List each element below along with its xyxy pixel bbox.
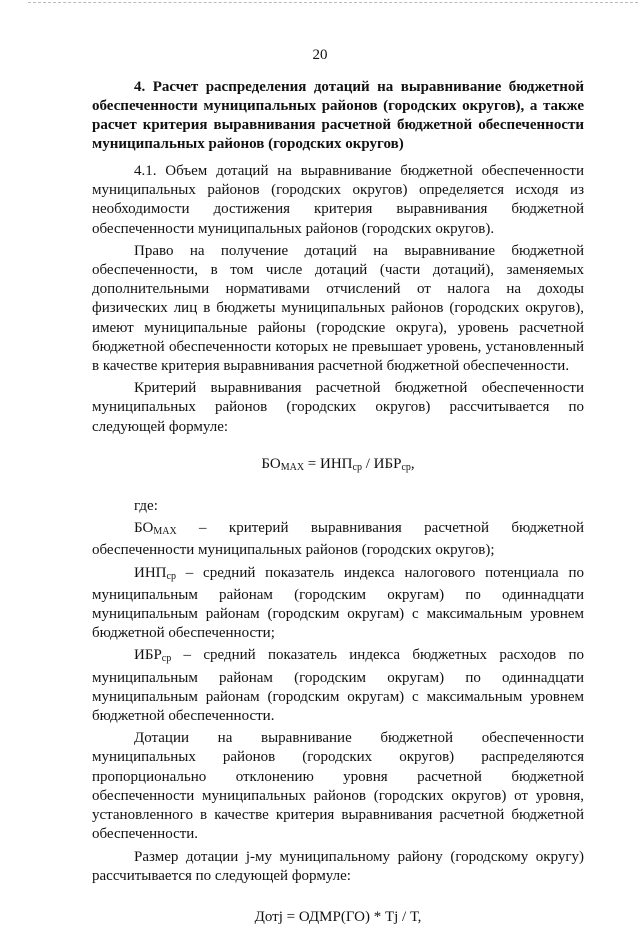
paragraph-distribution: Дотации на выравнивание бюджетной обеспеченности муниципальных районов (городских округов) распределяются пропорционально отклонению уровня расчетной бюджетной обеспеченности муниципальных районов (городских округов) от уровня, установленного в качестве критерия выравнивания расчетной бюджетной обеспеченности. [92, 730, 584, 843]
formula-bo-max [92, 455, 584, 477]
formula-dotj: Дотj = ОДМР(ГО) * Тj / Т, [254, 908, 422, 925]
definition-bo-max [92, 519, 584, 560]
def-inp-text: – средний показатель индекса налогового потенциала по муниципальным районам (городским округам) по одиннадцати муниципальным районам (городским округам) с максимальным уровнем бюджетной обеспеченности; [92, 564, 584, 642]
scan-edge-line [28, 2, 638, 3]
def-ibr-symbol: ИБР [134, 647, 162, 664]
paragraph-right-to-grants: Право на получение дотаций на выравнивание бюджетной обеспеченности, в том числе дотаций (части дотаций), заменяемых дополнительными нормативами отчислений от налога на доходы физических лиц в бюджеты муниципальных районов (городских округов), имеют муниципальные районы (городские округа), уровень расчетной бюджетной обеспеченности которых не превышает уровень, установленный в качестве критерия выравнивания расчетной бюджетной обеспеченности. [92, 242, 584, 375]
page-number: 20 [312, 47, 328, 63]
where-label: где: [134, 498, 158, 515]
def-bo-symbol: БО [134, 520, 154, 537]
formula-inp-subscript: ср [352, 461, 362, 473]
body-text [92, 162, 584, 927]
formula-ibr-subscript: ср [401, 461, 411, 473]
formula-bo-symbol: БО [261, 455, 281, 472]
def-ibr-subscript: ср [161, 653, 172, 665]
definition-inp [92, 564, 584, 644]
paragraph-criterion: Критерий выравнивания расчетной бюджетной обеспеченности муниципальных районов (городских округов) рассчитывается по следующей формуле: [92, 380, 584, 435]
formula-ibr-part: / ИБР [361, 455, 402, 472]
def-inp-subscript: ср [166, 570, 176, 582]
formula-inp-part: = ИНП [304, 455, 353, 472]
def-bo-subscript: MAX [153, 526, 177, 538]
formula-max-subscript: MAX [280, 461, 305, 473]
def-bo-text: – критерий выравнивания расчетной бюджетной обеспеченности муниципальных районов (городских округов); [92, 520, 584, 559]
definition-ibr [92, 646, 584, 726]
paragraph-grant-size: Размер дотации j-му муниципальному району (городскому округу) рассчитывается по следующей формуле: [92, 848, 584, 884]
paragraph-4-1: 4.1. Объем дотаций на выравнивание бюджетной обеспеченности муниципальных районов (городских округов) определяется исходя из необходимости достижения критерия выравнивания бюджетной обеспеченности муниципальных районов (городских округов). [92, 163, 584, 237]
section-heading: 4. Расчет распределения дотаций на выравнивание бюджетной обеспеченности муниципальных районов (городских округов), а также расчет критерия выравнивания расчетной бюджетной обеспеченности муниципальных районов (городских округов) [92, 79, 584, 152]
def-ibr-text: – средний показатель индекса бюджетных расходов по муниципальным районам (городским округам) по одиннадцати муниципальным районам (городским округам) с максимальным уровнем бюджетной обеспеченности. [92, 647, 584, 725]
formula-comma: , [410, 455, 415, 472]
def-inp-symbol: ИНП [134, 564, 167, 581]
